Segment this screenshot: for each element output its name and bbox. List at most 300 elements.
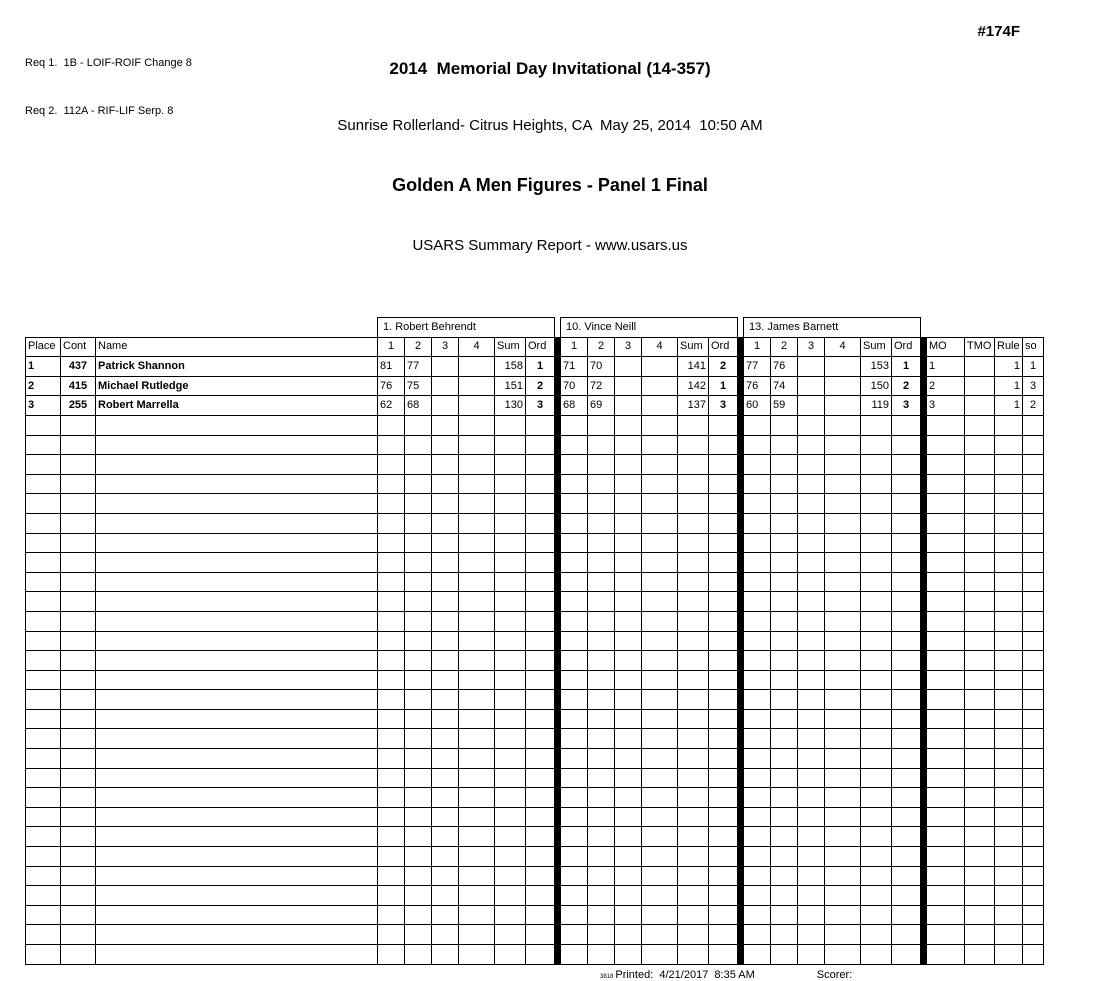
empty-cell — [495, 886, 526, 906]
empty-cell — [588, 847, 615, 867]
empty-cell — [432, 945, 459, 965]
empty-cell — [26, 866, 61, 886]
empty-cell — [459, 886, 495, 906]
empty-cell — [615, 611, 642, 631]
score-2-cell: 59 — [771, 396, 798, 416]
sum-cell: 142 — [678, 376, 709, 396]
empty-cell — [642, 847, 678, 867]
score-4-cell — [642, 396, 678, 416]
empty-cell — [892, 553, 921, 573]
empty-cell — [709, 847, 738, 867]
empty-cell — [825, 533, 861, 553]
empty-cell — [861, 886, 892, 906]
empty-cell — [561, 729, 588, 749]
empty-cell — [615, 533, 642, 553]
empty-cell — [615, 827, 642, 847]
empty-cell — [642, 827, 678, 847]
empty-cell — [561, 670, 588, 690]
empty-cell — [965, 631, 995, 651]
empty-cell — [861, 651, 892, 671]
score-1-cell: 81 — [378, 357, 405, 377]
empty-cell — [96, 709, 378, 729]
empty-cell — [405, 847, 432, 867]
column-header: 2 — [588, 337, 615, 357]
empty-cell — [26, 474, 61, 494]
empty-cell — [825, 788, 861, 808]
empty-cell — [615, 866, 642, 886]
empty-cell — [927, 768, 965, 788]
empty-cell — [642, 670, 678, 690]
empty-cell — [459, 945, 495, 965]
empty-cell — [861, 611, 892, 631]
empty-cell — [678, 415, 709, 435]
empty-cell — [825, 611, 861, 631]
empty-cell — [798, 905, 825, 925]
empty-cell — [459, 553, 495, 573]
empty-row — [26, 513, 1044, 533]
empty-cell — [26, 768, 61, 788]
empty-cell — [927, 709, 965, 729]
empty-cell — [26, 905, 61, 925]
empty-cell — [61, 513, 96, 533]
results-body — [26, 357, 1044, 964]
empty-cell — [588, 474, 615, 494]
empty-cell — [61, 572, 96, 592]
empty-cell — [588, 690, 615, 710]
empty-cell — [995, 435, 1023, 455]
empty-cell — [526, 592, 555, 612]
empty-cell — [892, 513, 921, 533]
empty-cell — [405, 553, 432, 573]
empty-cell — [615, 592, 642, 612]
empty-cell — [709, 709, 738, 729]
empty-cell — [771, 670, 798, 690]
empty-cell — [927, 945, 965, 965]
empty-cell — [892, 945, 921, 965]
empty-cell — [615, 670, 642, 690]
empty-cell — [927, 866, 965, 886]
empty-cell — [615, 651, 642, 671]
empty-cell — [561, 690, 588, 710]
score-3-cell — [432, 357, 459, 377]
empty-cell — [825, 494, 861, 514]
empty-cell — [744, 729, 771, 749]
sum-cell: 141 — [678, 357, 709, 377]
empty-cell — [825, 435, 861, 455]
empty-cell — [825, 709, 861, 729]
empty-cell — [744, 847, 771, 867]
empty-cell — [995, 415, 1023, 435]
sum-cell: 158 — [495, 357, 526, 377]
empty-cell — [96, 788, 378, 808]
empty-cell — [798, 611, 825, 631]
empty-cell — [378, 827, 405, 847]
empty-cell — [965, 611, 995, 631]
empty-cell — [927, 592, 965, 612]
empty-cell — [927, 670, 965, 690]
empty-cell — [405, 925, 432, 945]
empty-cell — [1023, 553, 1044, 573]
empty-cell — [825, 513, 861, 533]
empty-cell — [995, 553, 1023, 573]
empty-cell — [378, 435, 405, 455]
printed-timestamp: Printed: 4/21/2017 8:35 AM — [615, 968, 755, 981]
empty-cell — [432, 494, 459, 514]
empty-cell — [1023, 670, 1044, 690]
empty-cell — [459, 670, 495, 690]
column-header: Name — [96, 337, 378, 357]
mo-cell: 1 — [927, 357, 965, 377]
column-header: so — [1023, 337, 1044, 357]
empty-cell — [965, 690, 995, 710]
score-4-cell — [825, 376, 861, 396]
empty-cell — [615, 847, 642, 867]
empty-cell — [965, 768, 995, 788]
empty-cell — [927, 788, 965, 808]
empty-cell — [96, 611, 378, 631]
empty-cell — [96, 847, 378, 867]
empty-cell — [927, 415, 965, 435]
empty-cell — [861, 709, 892, 729]
empty-cell — [771, 827, 798, 847]
event-title: Golden A Men Figures - Panel 1 Final — [392, 175, 708, 195]
empty-cell — [432, 886, 459, 906]
empty-cell — [892, 925, 921, 945]
empty-cell — [526, 709, 555, 729]
empty-cell — [927, 553, 965, 573]
empty-cell — [459, 847, 495, 867]
empty-cell — [744, 494, 771, 514]
score-2-cell: 69 — [588, 396, 615, 416]
empty-row — [26, 768, 1044, 788]
empty-cell — [459, 494, 495, 514]
empty-cell — [526, 611, 555, 631]
empty-cell — [26, 533, 61, 553]
empty-cell — [61, 788, 96, 808]
empty-cell — [709, 729, 738, 749]
empty-cell — [1023, 651, 1044, 671]
empty-cell — [561, 494, 588, 514]
empty-cell — [678, 513, 709, 533]
empty-cell — [892, 788, 921, 808]
score-4-cell — [642, 357, 678, 377]
empty-cell — [861, 553, 892, 573]
empty-cell — [495, 749, 526, 769]
empty-cell — [678, 866, 709, 886]
empty-cell — [995, 847, 1023, 867]
empty-cell — [995, 494, 1023, 514]
empty-cell — [744, 905, 771, 925]
empty-cell — [588, 886, 615, 906]
empty-cell — [892, 533, 921, 553]
empty-cell — [678, 572, 709, 592]
empty-cell — [927, 631, 965, 651]
empty-cell — [561, 945, 588, 965]
empty-cell — [378, 494, 405, 514]
empty-cell — [432, 670, 459, 690]
contestant-number-cell: 415 — [61, 376, 96, 396]
empty-cell — [927, 749, 965, 769]
place-cell: 1 — [26, 357, 61, 377]
empty-cell — [459, 690, 495, 710]
empty-cell — [771, 925, 798, 945]
empty-cell — [561, 749, 588, 769]
empty-cell — [615, 945, 642, 965]
column-header: 3 — [615, 337, 642, 357]
empty-cell — [588, 709, 615, 729]
empty-cell — [744, 474, 771, 494]
empty-cell — [432, 455, 459, 475]
empty-cell — [495, 925, 526, 945]
empty-row — [26, 925, 1044, 945]
judge-name: 1. Robert Behrendt — [378, 318, 555, 338]
empty-cell — [588, 513, 615, 533]
empty-cell — [995, 905, 1023, 925]
empty-cell — [825, 905, 861, 925]
empty-cell — [61, 592, 96, 612]
empty-cell — [642, 749, 678, 769]
event-number: #174F — [977, 23, 1020, 40]
so-cell: 3 — [1023, 376, 1044, 396]
empty-cell — [588, 768, 615, 788]
empty-cell — [861, 788, 892, 808]
empty-cell — [96, 553, 378, 573]
report-type: USARS Summary Report - www.usars.us — [412, 237, 688, 254]
empty-cell — [459, 768, 495, 788]
empty-cell — [825, 690, 861, 710]
judge-name: 13. James Barnett — [744, 318, 921, 338]
score-2-cell: 76 — [771, 357, 798, 377]
empty-cell — [405, 533, 432, 553]
empty-cell — [642, 592, 678, 612]
empty-cell — [771, 631, 798, 651]
empty-cell — [709, 533, 738, 553]
empty-cell — [561, 631, 588, 651]
empty-cell — [526, 788, 555, 808]
empty-cell — [495, 945, 526, 965]
empty-cell — [771, 455, 798, 475]
empty-cell — [526, 866, 555, 886]
empty-cell — [798, 709, 825, 729]
empty-cell — [927, 886, 965, 906]
empty-cell — [1023, 513, 1044, 533]
empty-cell — [744, 553, 771, 573]
empty-cell — [798, 788, 825, 808]
empty-cell — [995, 709, 1023, 729]
score-3-cell — [432, 396, 459, 416]
empty-cell — [678, 455, 709, 475]
empty-cell — [965, 847, 995, 867]
result-row — [26, 376, 1044, 396]
empty-cell — [459, 572, 495, 592]
empty-cell — [1023, 709, 1044, 729]
empty-cell — [798, 847, 825, 867]
empty-cell — [1023, 886, 1044, 906]
empty-cell — [432, 513, 459, 533]
empty-cell — [615, 572, 642, 592]
score-4-cell — [459, 376, 495, 396]
report-header — [0, 0, 1100, 290]
score-3-cell — [432, 376, 459, 396]
empty-cell — [861, 749, 892, 769]
empty-cell — [825, 807, 861, 827]
empty-cell — [432, 435, 459, 455]
column-header-row — [26, 337, 1044, 357]
empty-cell — [432, 474, 459, 494]
empty-row — [26, 592, 1044, 612]
empty-cell — [995, 474, 1023, 494]
empty-cell — [995, 670, 1023, 690]
empty-cell — [744, 592, 771, 612]
empty-cell — [927, 455, 965, 475]
empty-cell — [965, 749, 995, 769]
judge-name: 10. Vince Neill — [561, 318, 738, 338]
empty-cell — [378, 925, 405, 945]
empty-cell — [995, 513, 1023, 533]
empty-cell — [26, 709, 61, 729]
empty-cell — [96, 651, 378, 671]
empty-cell — [892, 611, 921, 631]
empty-cell — [744, 788, 771, 808]
empty-cell — [432, 827, 459, 847]
empty-cell — [61, 886, 96, 906]
column-header: 2 — [771, 337, 798, 357]
empty-cell — [678, 651, 709, 671]
empty-cell — [26, 513, 61, 533]
score-3-cell — [615, 357, 642, 377]
empty-cell — [432, 553, 459, 573]
empty-cell — [995, 827, 1023, 847]
empty-cell — [861, 905, 892, 925]
empty-cell — [678, 807, 709, 827]
empty-row — [26, 611, 1044, 631]
empty-cell — [378, 592, 405, 612]
empty-cell — [61, 749, 96, 769]
empty-cell — [1023, 435, 1044, 455]
empty-cell — [459, 749, 495, 769]
score-2-cell: 70 — [588, 357, 615, 377]
empty-cell — [1023, 592, 1044, 612]
empty-cell — [678, 788, 709, 808]
empty-cell — [561, 592, 588, 612]
empty-cell — [965, 905, 995, 925]
empty-cell — [825, 670, 861, 690]
meet-location: Sunrise Rollerland- Citrus Heights, CA May 25, 2014 10:50 AM — [337, 117, 763, 134]
column-header: 4 — [642, 337, 678, 357]
empty-cell — [709, 474, 738, 494]
empty-cell — [61, 553, 96, 573]
empty-cell — [432, 847, 459, 867]
empty-cell — [995, 866, 1023, 886]
empty-cell — [709, 513, 738, 533]
empty-cell — [459, 729, 495, 749]
empty-row — [26, 494, 1044, 514]
empty-cell — [96, 729, 378, 749]
empty-cell — [378, 807, 405, 827]
empty-cell — [892, 651, 921, 671]
empty-cell — [588, 415, 615, 435]
empty-cell — [459, 925, 495, 945]
empty-cell — [892, 807, 921, 827]
empty-cell — [927, 690, 965, 710]
score-2-cell: 75 — [405, 376, 432, 396]
empty-cell — [798, 866, 825, 886]
empty-row — [26, 435, 1044, 455]
empty-cell — [378, 690, 405, 710]
empty-cell — [1023, 945, 1044, 965]
empty-cell — [495, 553, 526, 573]
empty-cell — [861, 945, 892, 965]
empty-cell — [26, 553, 61, 573]
empty-cell — [798, 729, 825, 749]
empty-cell — [995, 729, 1023, 749]
empty-cell — [678, 592, 709, 612]
empty-cell — [861, 494, 892, 514]
empty-cell — [1023, 749, 1044, 769]
empty-cell — [495, 847, 526, 867]
empty-row — [26, 866, 1044, 886]
empty-cell — [744, 807, 771, 827]
empty-cell — [26, 827, 61, 847]
empty-cell — [965, 651, 995, 671]
empty-cell — [825, 553, 861, 573]
score-1-cell: 60 — [744, 396, 771, 416]
empty-cell — [642, 494, 678, 514]
tmo-cell — [965, 357, 995, 377]
empty-cell — [798, 925, 825, 945]
empty-cell — [432, 415, 459, 435]
empty-cell — [642, 945, 678, 965]
empty-cell — [526, 494, 555, 514]
empty-cell — [927, 807, 965, 827]
empty-cell — [26, 925, 61, 945]
empty-row — [26, 533, 1044, 553]
empty-cell — [378, 886, 405, 906]
empty-cell — [526, 455, 555, 475]
empty-cell — [892, 494, 921, 514]
empty-cell — [995, 886, 1023, 906]
empty-cell — [642, 651, 678, 671]
empty-cell — [861, 807, 892, 827]
empty-cell — [405, 592, 432, 612]
empty-cell — [861, 455, 892, 475]
empty-cell — [861, 866, 892, 886]
empty-cell — [378, 611, 405, 631]
empty-cell — [642, 905, 678, 925]
empty-cell — [96, 925, 378, 945]
empty-cell — [588, 807, 615, 827]
empty-cell — [405, 866, 432, 886]
empty-cell — [825, 455, 861, 475]
empty-cell — [678, 494, 709, 514]
empty-cell — [378, 945, 405, 965]
empty-cell — [965, 925, 995, 945]
empty-cell — [642, 729, 678, 749]
empty-cell — [378, 905, 405, 925]
empty-cell — [798, 827, 825, 847]
empty-cell — [892, 435, 921, 455]
empty-cell — [744, 749, 771, 769]
empty-cell — [495, 592, 526, 612]
empty-cell — [892, 847, 921, 867]
empty-cell — [526, 945, 555, 965]
empty-cell — [965, 494, 995, 514]
tmo-cell — [965, 376, 995, 396]
skater-name-cell: Michael Rutledge — [96, 376, 378, 396]
empty-cell — [432, 788, 459, 808]
empty-cell — [61, 494, 96, 514]
empty-cell — [561, 847, 588, 867]
